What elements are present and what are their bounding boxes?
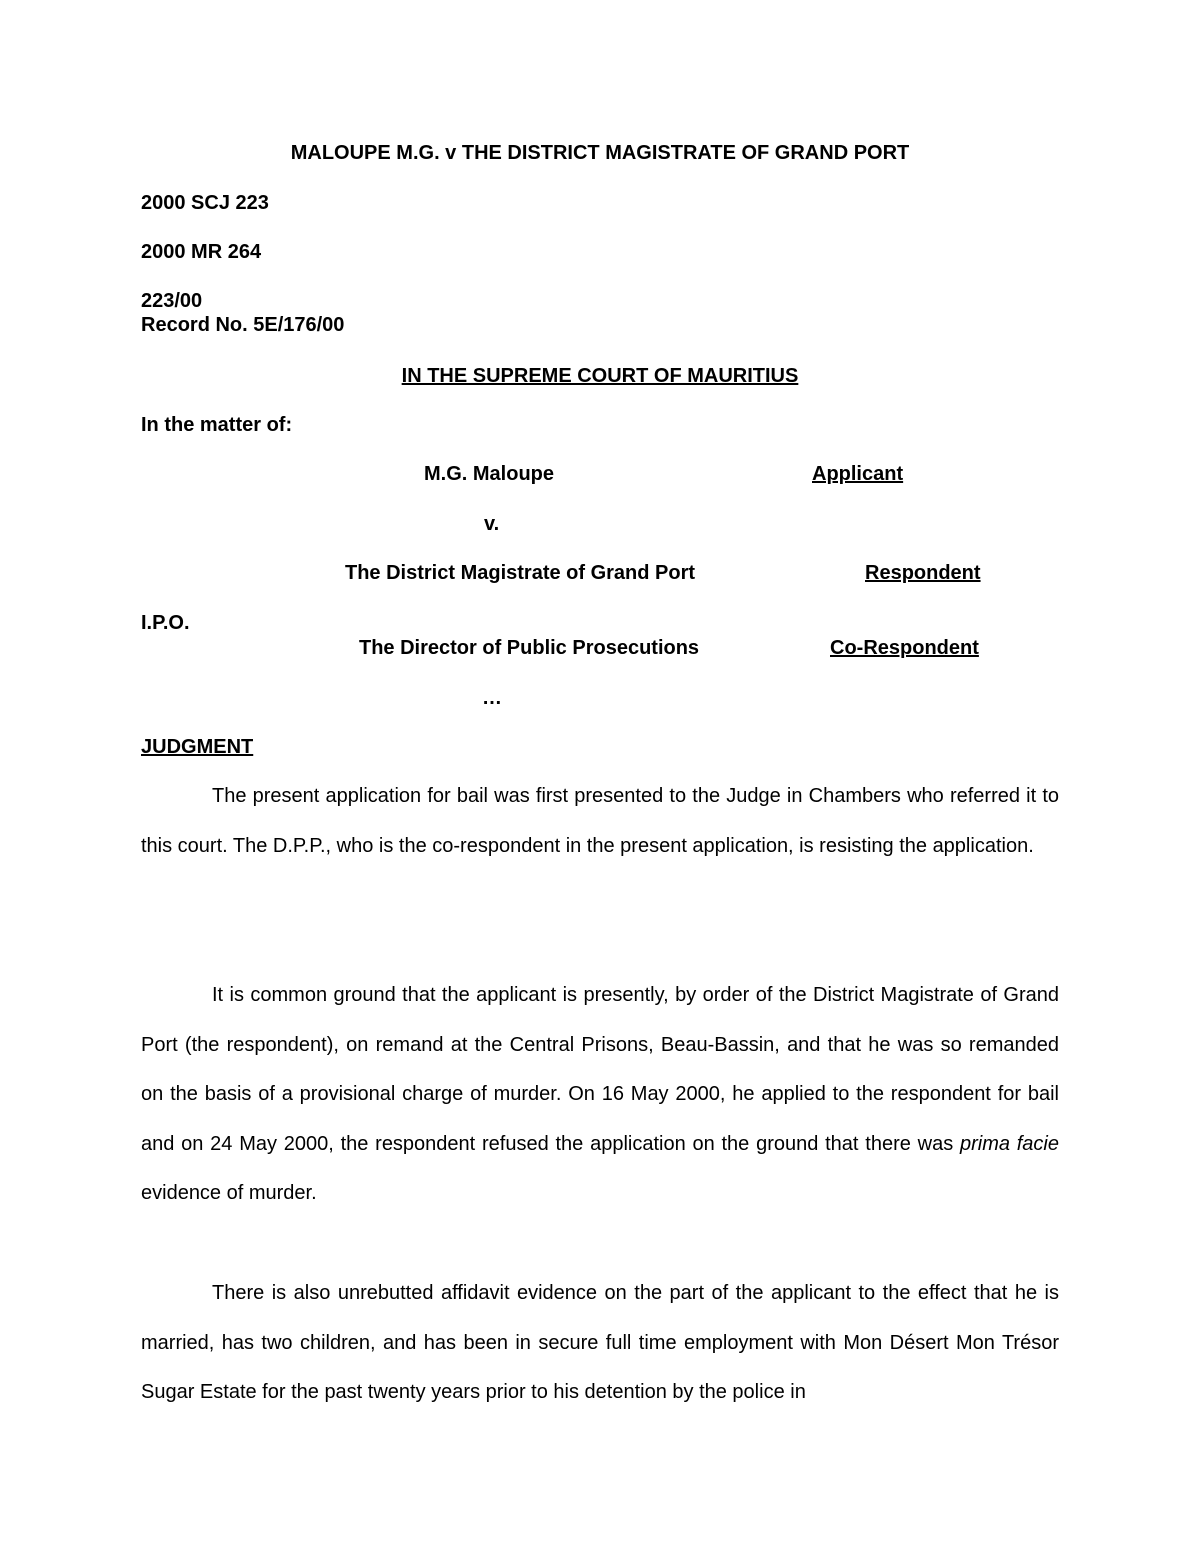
judgment-paragraph-1: The present application for bail was first presented to the Judge in Chambers who referred it to this court. The D.P.P., who is the co-respondent in the present application, is resisting the application.	[141, 785, 1059, 857]
ellipsis-separator: …	[482, 687, 502, 709]
paragraph-2-text: It is common ground that the applicant is presently, by order of the District Magistrate of Grand Port (the respondent), on remand at the Central Prisons, Beau-Bassin, and that he was so remanded on the basis of a provisional charge of murder. On 16 May 2000, he applied to the respondent for bail and on 24 May 2000, the respondent refused the application on the ground that there was	[141, 984, 1059, 1155]
judgment-heading: JUDGMENT	[141, 736, 254, 758]
record-number: Record No. 5E/176/00	[141, 314, 345, 336]
applicant-name: M.G. Maloupe	[424, 463, 554, 485]
applicant-role: Applicant	[812, 463, 904, 485]
judgment-paragraph-2	[141, 971, 1059, 1219]
citation-mr: 2000 MR 264	[141, 241, 262, 263]
case-title: MALOUPE M.G. v THE DISTRICT MAGISTRATE OF GRAND PORT	[290, 142, 910, 164]
corespondent-role: Co-Respondent	[830, 637, 979, 659]
court-heading: IN THE SUPREME COURT OF MAURITIUS	[401, 365, 799, 387]
paragraph-2-italic-term: prima facie	[959, 1132, 1060, 1155]
respondent-name: The District Magistrate of Grand Port	[345, 562, 696, 584]
judgment-paragraph-3: There is also unrebutted affidavit evidence on the part of the applicant to the effect that he is married, has two children, and has been in secure full time employment with Mon Désert Mon Trésor Sugar Estate for the past twenty years prior to his detention by the police in	[141, 1282, 1059, 1404]
citation-scj: 2000 SCJ 223	[141, 192, 269, 214]
paragraph-2-text-end: evidence of murder.	[141, 1182, 317, 1205]
ipo-label: I.P.O.	[141, 612, 190, 634]
corespondent-name: The Director of Public Prosecutions	[359, 637, 700, 659]
case-number: 223/00	[141, 290, 203, 312]
respondent-role: Respondent	[865, 562, 981, 584]
versus-label: v.	[484, 513, 500, 535]
matter-intro: In the matter of:	[141, 414, 293, 436]
